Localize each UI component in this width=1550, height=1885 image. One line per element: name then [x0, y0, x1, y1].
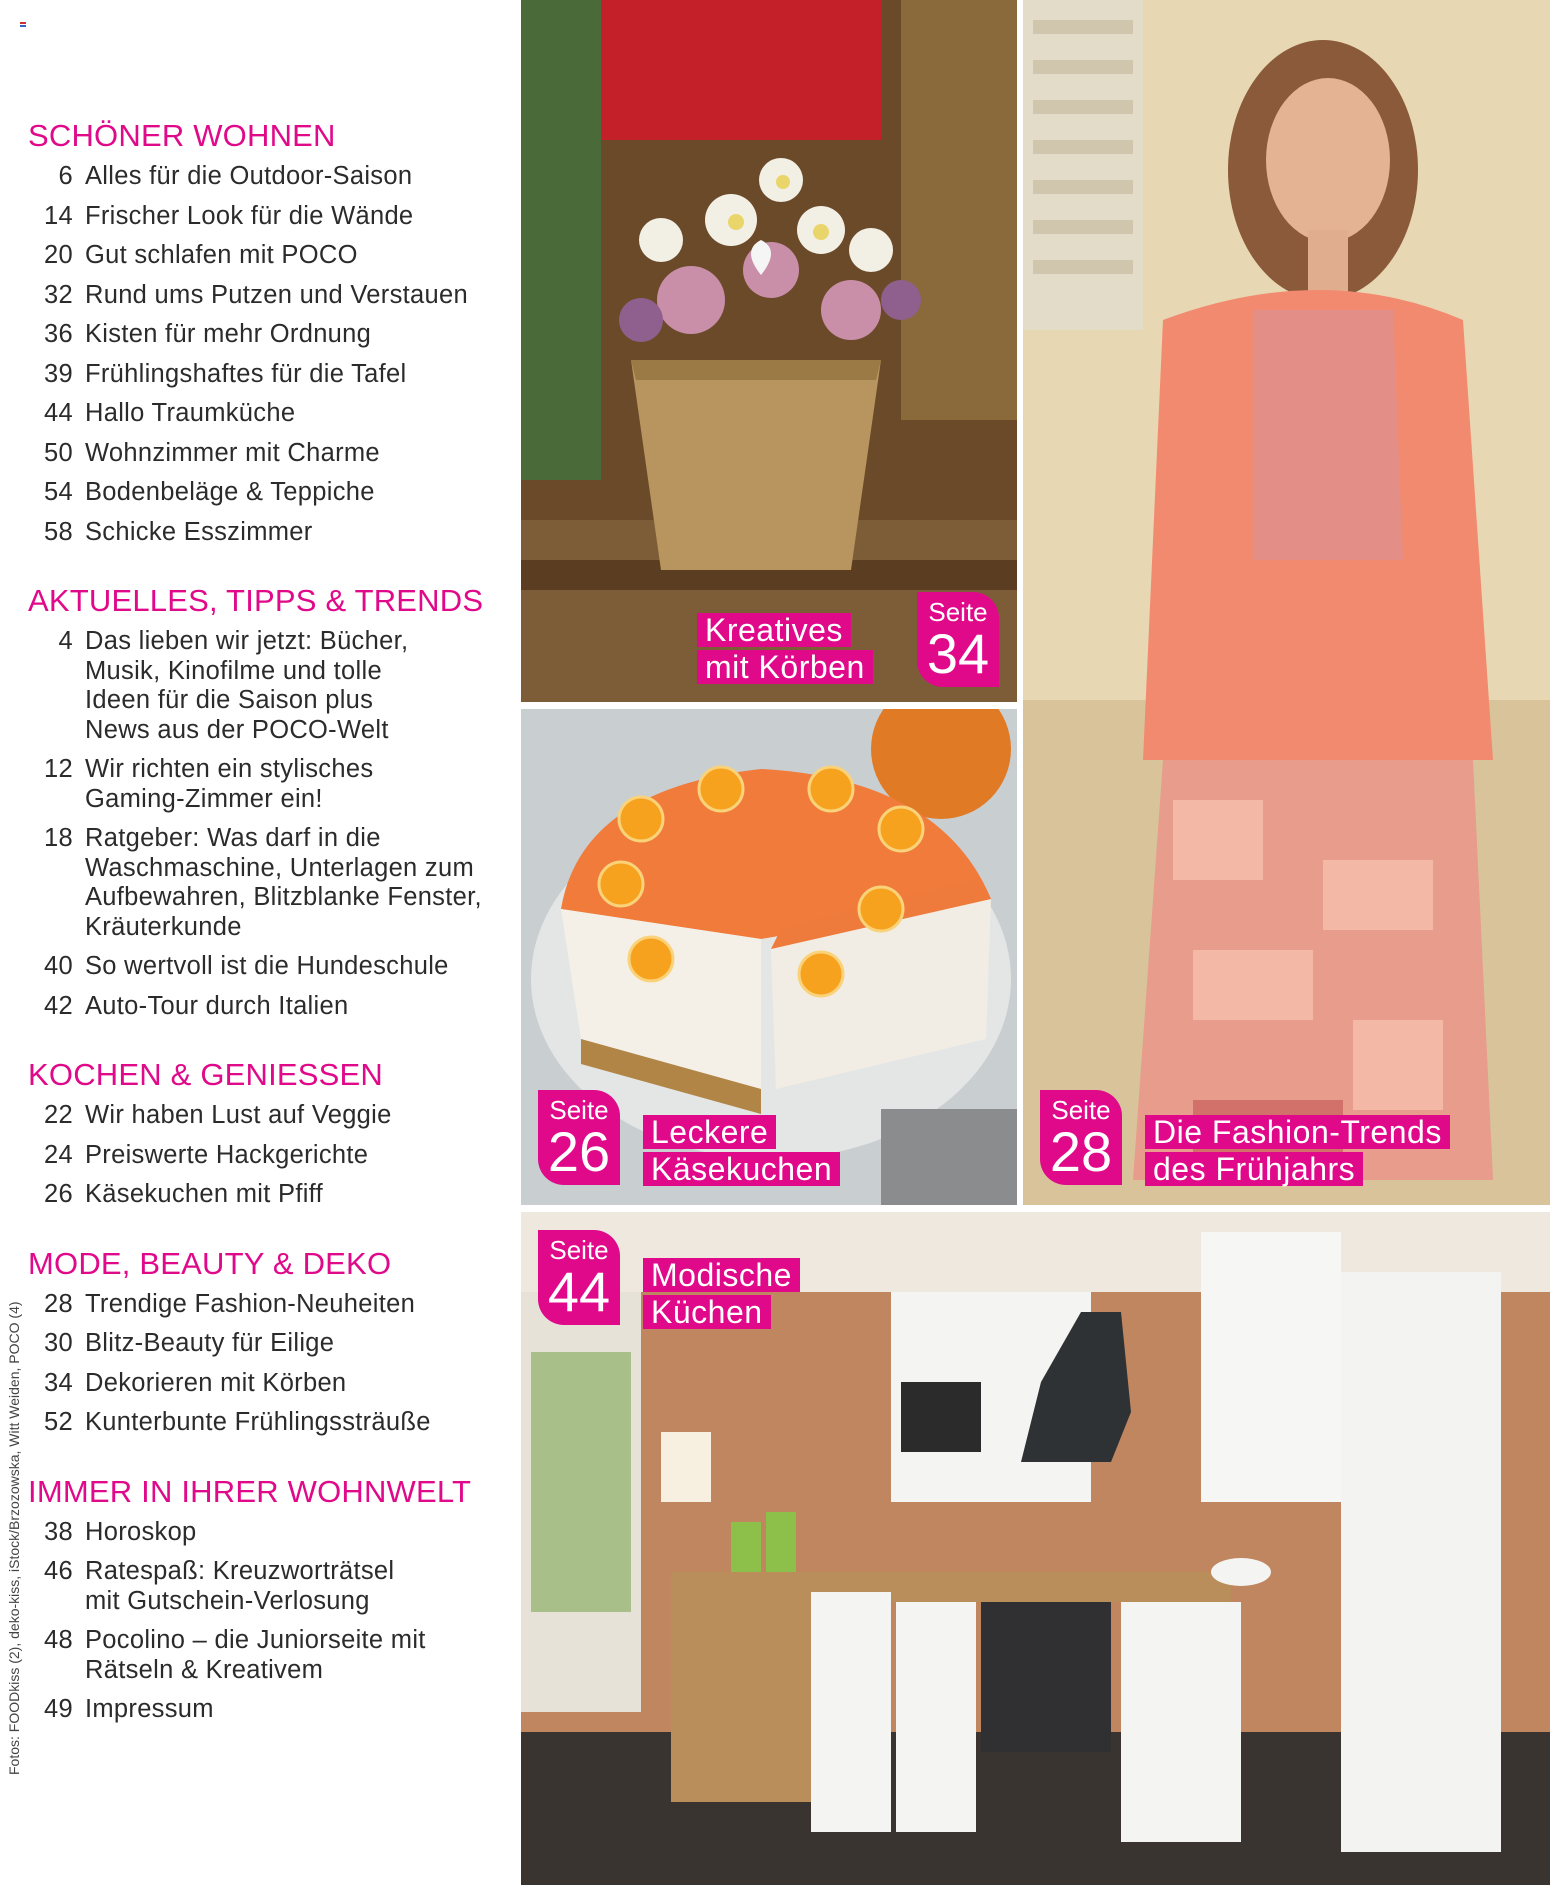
toc-entry[interactable]: [28, 162, 518, 192]
page-number: 42: [44, 991, 73, 1020]
entry-title: Preiswerte Hackgerichte: [85, 1140, 369, 1169]
page-number: 22: [44, 1101, 73, 1129]
page-number: 12: [44, 755, 73, 783]
toc-entry[interactable]: [28, 1408, 518, 1438]
page-number: 14: [44, 201, 73, 230]
page-number: 24: [44, 1140, 73, 1169]
toc-entry[interactable]: [28, 1290, 518, 1320]
toc-entry[interactable]: [28, 1626, 518, 1685]
section-title: KOCHEN & GENIESSEN: [28, 1057, 384, 1092]
badge-page: 26: [547, 1120, 611, 1183]
badge-label: Seite: [549, 1235, 609, 1265]
entry-title: Schicke Esszimmer: [85, 517, 313, 546]
caption-line: Kreatives: [697, 613, 851, 647]
badge-page: 28: [1049, 1120, 1113, 1183]
caption-line: Küchen: [643, 1295, 771, 1329]
photo-credit: Fotos: FOODkiss (2), deko-kiss, iStock/Brzozowska, Witt Weiden, POCO (4): [6, 1301, 22, 1775]
page-number: 48: [44, 1626, 73, 1654]
page-number: 40: [44, 952, 73, 980]
page-number: 39: [44, 359, 73, 388]
page-number: 54: [44, 478, 73, 506]
section-mode: [28, 1246, 518, 1438]
page-number: 50: [44, 438, 73, 467]
toc-entry[interactable]: [28, 1101, 518, 1131]
toc-entry[interactable]: [28, 627, 518, 745]
section-schoener-wohnen: [28, 118, 518, 547]
page-number: 32: [44, 280, 73, 309]
section-kochen: [28, 1057, 518, 1210]
toc-entry[interactable]: [28, 1518, 518, 1548]
teaser-caption-baskets: [697, 613, 873, 687]
toc-entry[interactable]: [28, 952, 518, 982]
page-number: 58: [44, 517, 73, 546]
toc-entry[interactable]: [28, 1695, 518, 1725]
entry-title: Frischer Look für die Wände: [85, 201, 414, 230]
entry-title: Impressum: [85, 1695, 214, 1723]
entry-title: Rund ums Putzen und Verstauen: [85, 280, 468, 309]
toc-entry[interactable]: [28, 1141, 518, 1171]
teaser-caption-cake: [643, 1115, 840, 1189]
toc-entry[interactable]: [28, 439, 518, 469]
entry-title: Wir richten ein stylisches Gaming-Zimmer ein!: [85, 755, 374, 813]
entry-title: Dekorieren mit Körben: [85, 1368, 347, 1397]
entry-title: Gut schlafen mit POCO: [85, 241, 358, 269]
toc-entry[interactable]: [28, 755, 518, 814]
entry-title: Wir haben Lust auf Veggie: [85, 1101, 392, 1129]
teaser-caption-fashion: [1145, 1115, 1450, 1189]
table-of-contents: [28, 118, 518, 1735]
page-number: 38: [44, 1517, 73, 1546]
entry-title: Wohnzimmer mit Charme: [85, 438, 380, 467]
page-badge-34[interactable]: [917, 592, 999, 687]
toc-entry[interactable]: [28, 202, 518, 232]
entry-title: Ratgeber: Was darf in die Waschmaschine, Unterlagen zum Aufbewahren, Blitzblanke Fenster, Kräuterkunde: [85, 824, 482, 941]
entry-title: Hallo Traumküche: [85, 399, 296, 427]
entry-title: Blitz-Beauty für Eilige: [85, 1329, 335, 1357]
entry-title: Das lieben wir jetzt: Bücher, Musik, Kinofilme und tolle Ideen für die Saison plus News aus der POCO-Welt: [85, 627, 409, 744]
caption-line: Die Fashion-Trends: [1145, 1115, 1450, 1149]
fashion-photo[interactable]: [1023, 0, 1550, 1205]
caption-line: Käsekuchen: [643, 1152, 840, 1186]
toc-entry[interactable]: [28, 1180, 518, 1210]
section-wohnwelt: [28, 1474, 518, 1725]
page-number: 26: [44, 1180, 73, 1208]
corner-color-mark: [20, 22, 26, 28]
toc-entry[interactable]: [28, 241, 518, 271]
page-number: 44: [44, 399, 73, 427]
page-number: 4: [58, 627, 73, 655]
caption-line: des Frühjahrs: [1145, 1152, 1363, 1186]
page-number: 46: [44, 1557, 73, 1585]
toc-entry[interactable]: [28, 824, 518, 942]
badge-label: Seite: [549, 1095, 609, 1125]
page-number: 20: [44, 241, 73, 269]
section-title: SCHÖNER WOHNEN: [28, 118, 336, 153]
toc-entry[interactable]: [28, 399, 518, 429]
toc-entry[interactable]: [28, 1329, 518, 1359]
section-title: AKTUELLES, TIPPS & TRENDS: [28, 583, 484, 618]
toc-entry[interactable]: [28, 518, 518, 548]
page-number: 6: [58, 162, 73, 190]
page-number: 28: [44, 1289, 73, 1318]
toc-entry[interactable]: [28, 320, 518, 350]
entry-title: Bodenbeläge & Teppiche: [85, 478, 375, 506]
page-number: 18: [44, 824, 73, 852]
caption-line: Leckere: [643, 1115, 776, 1149]
entry-title: Horoskop: [85, 1517, 197, 1546]
page-number: 30: [44, 1329, 73, 1357]
toc-entry[interactable]: [28, 992, 518, 1022]
page-badge-28[interactable]: [1040, 1090, 1122, 1185]
toc-entry[interactable]: [28, 478, 518, 508]
badge-page: 44: [547, 1260, 611, 1323]
badge-label: Seite: [928, 597, 988, 627]
page-number: 34: [44, 1368, 73, 1397]
caption-line: Modische: [643, 1258, 800, 1292]
section-aktuelles: [28, 583, 518, 1021]
entry-title: So wertvoll ist die Hundeschule: [85, 952, 449, 980]
caption-line: mit Körben: [697, 650, 873, 684]
entry-title: Pocolino – die Juniorseite mit Rätseln & Kreativem: [85, 1626, 426, 1684]
page-number: 49: [44, 1695, 73, 1723]
badge-label: Seite: [1051, 1095, 1111, 1125]
entry-title: Kisten für mehr Ordnung: [85, 320, 372, 348]
section-title: IMMER IN IHRER WOHNWELT: [28, 1473, 472, 1509]
badge-page: 34: [926, 622, 990, 685]
page-number: 52: [44, 1408, 73, 1436]
page-badge-26[interactable]: [538, 1090, 620, 1185]
entry-title: Kunterbunte Frühlingssträuße: [85, 1408, 431, 1436]
teaser-caption-kitchen: [643, 1258, 800, 1332]
toc-entry[interactable]: [28, 281, 518, 311]
toc-entry[interactable]: [28, 360, 518, 390]
entry-title: Auto-Tour durch Italien: [85, 991, 349, 1020]
entry-title: Trendige Fashion-Neuheiten: [85, 1289, 416, 1318]
section-title: MODE, BEAUTY & DEKO: [28, 1245, 392, 1281]
page-number: 36: [44, 320, 73, 348]
toc-entry[interactable]: [28, 1369, 518, 1399]
toc-entry[interactable]: [28, 1557, 518, 1616]
page-badge-44[interactable]: [538, 1230, 620, 1325]
entry-title: Ratespaß: Kreuzworträtsel mit Gutschein-Verlosung: [85, 1557, 395, 1615]
entry-title: Käsekuchen mit Pfiff: [85, 1180, 323, 1208]
entry-title: Frühlingshaftes für die Tafel: [85, 359, 407, 388]
entry-title: Alles für die Outdoor-Saison: [85, 162, 413, 190]
